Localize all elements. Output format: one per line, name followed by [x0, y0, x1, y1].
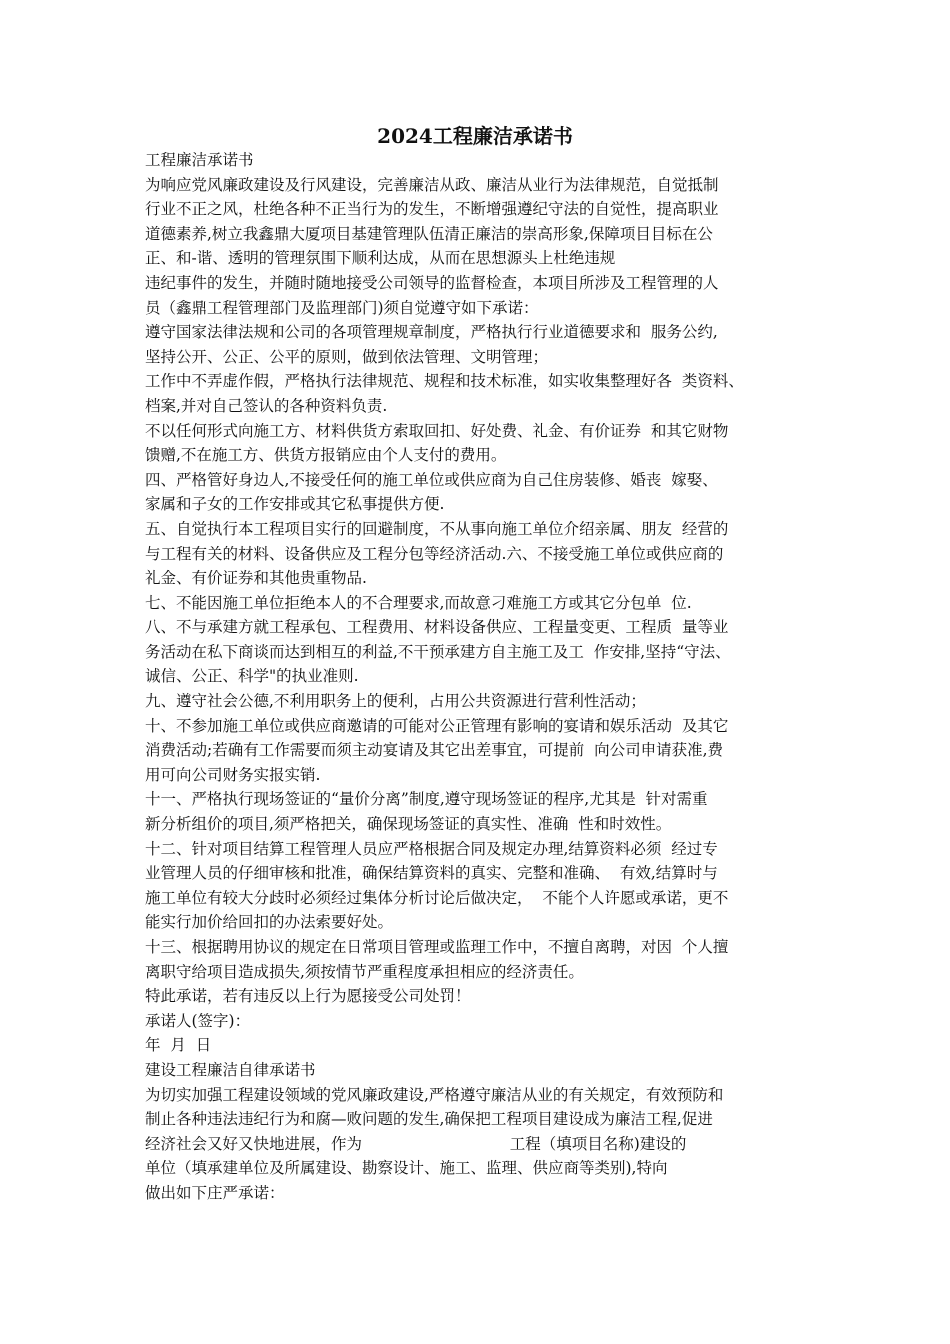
paragraph-line: 遵守国家法律法规和公司的各项管理规章制度，严格执行行业道德要求和 服务公约, [145, 323, 718, 342]
paragraph-line: 特此承诺，若有违反以上行为愿接受公司处罚！ [145, 987, 471, 1006]
paragraph-line: 工作中不弄虚作假，严格执行法律规范、规程和技术标准，如实收集整理好各 类资料、 [145, 372, 744, 391]
paragraph-line: 务活动在私下商谈而达到相互的利益,不干预承建方自主施工及工 作安排,坚持“守法、 [145, 642, 731, 661]
paragraph-line: 十、不参加施工单位或供应商邀请的可能对公正管理有影响的宴请和娱乐活动 及其它 [145, 716, 729, 735]
paragraph-line: 业管理人员的仔细审核和批准，确保结算资料的真实、完整和准确、 有效,结算时与 [145, 864, 718, 883]
paragraph-line: 用可向公司财务实报实销. [145, 765, 321, 784]
paragraph-line: 工程廉洁承诺书 [145, 151, 254, 169]
paragraph-line: 经济社会又好又快地进展，作为 工程（填项目名称)建设的 [145, 1134, 687, 1153]
paragraph-line: 档案,并对自己签认的各种资料负责. [145, 396, 388, 415]
paragraph-line: 十三、根据聘用协议的规定在日常项目管理或监理工作中，不擅自离聘，对因 个人擅 [145, 938, 729, 956]
paragraph-line: 施工单位有较大分歧时必须经过集体分析讨论后做决定， 不能个人许愿或承诺，更不 [145, 888, 729, 907]
document-title: 2024工程廉洁承诺书 [377, 124, 573, 148]
paragraph-line: 消费活动;若确有工作需要而须主动宴请及其它出差事宜，可提前 向公司申请获准,费 [145, 741, 724, 760]
paragraph-line: 单位（填承建单位及所属建设、勘察设计、施工、监理、供应商等类别),特向 [145, 1159, 668, 1178]
paragraph-line: 违纪事件的发生，并随时随地接受公司领导的监督检查，本项目所涉及工程管理的人 [145, 273, 719, 292]
paragraph-line: 八、不与承建方就工程承包、工程费用、材料设备供应、工程量变更、工程质 量等业 [145, 618, 729, 637]
paragraph-line: 行业不正之风，杜绝各种不正当行为的发生，不断增强遵纪守法的自觉性，提高职业 [145, 200, 719, 219]
paragraph-line: 五、自觉执行本工程项目实行的回避制度，不从事向施工单位介绍亲属、朋友 经营的 [145, 519, 729, 538]
paragraph-line: 诚信、公正、科学"的执业准则. [145, 667, 359, 686]
paragraph-line: 做出如下庄严承诺： [145, 1183, 285, 1202]
date-label: 年 月 日 [145, 1036, 212, 1055]
paragraph-line: 道德素养,树立我鑫鼎大厦项目基建管理队伍清正廉洁的崇高形象,保障项目目标在公 [145, 224, 713, 243]
paragraph-line: 七、不能因施工单位拒绝本人的不合理要求,而故意刁难施工方或其它分包单 位. [145, 593, 692, 612]
paragraph-line: 能实行加价给回扣的办法索要好处。 [145, 913, 394, 932]
paragraph-line: 为切实加强工程建设领域的党风廉政建设,严格遵守廉洁从业的有关规定，有效预防和 [145, 1085, 724, 1104]
paragraph-line: 坚持公开、公正、公平的原则，做到依法管理、文明管理； [145, 347, 549, 366]
paragraph-line: 礼金、有价证券和其他贵重物品. [145, 569, 367, 588]
paragraph-line: 九、遵守社会公德,不利用职务上的便利，占用公共资源进行营利性活动； [145, 692, 646, 711]
paragraph-line: 不以任何形式向施工方、材料供货方索取回扣、好处费、礼金、有价证券 和其它财物 [145, 421, 729, 440]
paragraph-line: 正、和-谐、透明的管理氛围下顺利达成，从而在思想源头上杜绝违规 [145, 249, 616, 268]
paragraph-line: 馈赠,不在施工方、供货方报销应由个人支付的费用。 [145, 446, 507, 465]
paragraph-line: 与工程有关的材料、设备供应及工程分包等经济活动.六、不接受施工单位或供应商的 [145, 544, 724, 563]
paragraph-line: 新分析组价的项目,须严格把关，确保现场签证的真实性、准确 性和时效性。 [145, 815, 672, 834]
signature-label: 承诺人(签字)： [145, 1011, 251, 1030]
paragraph-line: 家属和子女的工作安排或其它私事提供方便. [145, 495, 445, 514]
paragraph-line: 制止各种违法违纪行为和腐—败问题的发生,确保把工程项目建设成为廉洁工程,促进 [145, 1110, 713, 1129]
section-heading: 建设工程廉洁自律承诺书 [145, 1060, 316, 1079]
paragraph-line: 员（鑫鼎工程管理部门及监理部门)须自觉遵守如下承诺： [145, 298, 539, 317]
paragraph-line: 离职守给项目造成损失,须按情节严重程度承担相应的经济责任。 [145, 962, 584, 981]
document-body [145, 148, 817, 1206]
paragraph-line: 为响应党风廉政建设及行风建设，完善廉洁从政、廉洁从业行为法律规范，自觉抵制 [145, 175, 719, 194]
paragraph-line: 十二、针对项目结算工程管理人员应严格根据合同及规定办理,结算资料必须 经过专 [145, 839, 718, 858]
paragraph-line: 十一、严格执行现场签证的“量价分离”制度,遵守现场签证的程序,尤其是 针对需重 [145, 790, 708, 809]
paragraph-line: 四、严格管好身边人,不接受任何的施工单位或供应商为自己住房装修、婚丧 嫁娶、 [145, 470, 718, 489]
